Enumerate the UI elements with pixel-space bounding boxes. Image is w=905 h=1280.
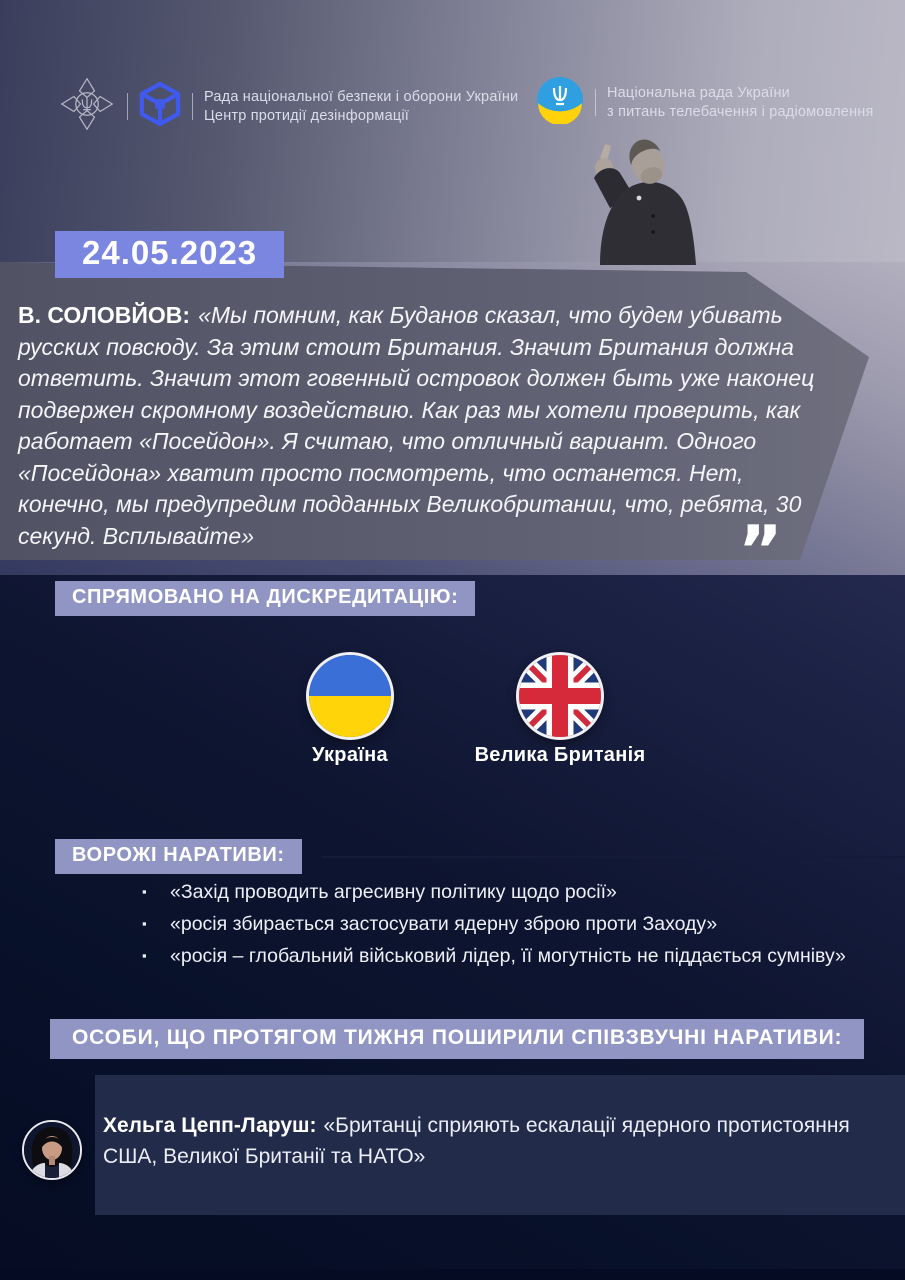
narrative-item: ▪ «Захід проводить агресивну політику щодо росії» [140,876,890,908]
footer-strip [0,1269,905,1280]
natrada-logo-icon [536,76,584,129]
date-badge: 24.05.2023 [55,231,284,278]
quote-body: «Мы помним, как Буданов сказал, что будем убивать русских повсюду. За этим стоит Британия. Значит Британия должна ответить. Значит этот говенный островок должен быть уже наконец подвержен скромному воздействию. Как раз мы хотели проверить, как работает «Посейдон». Я считаю, что отличный вариант. Одного «Посейдона» хватит просто посмотреть, что останется. Нет, конечно, мы предупредим подданных Великобритании, что, ребята, 30 секунд. Всплывайте» [18,302,815,549]
section-title-discredit: СПРЯМОВАНО НА ДИСКРЕДИТАЦІЮ: [55,581,475,616]
person-photo [22,1120,82,1180]
narrative-item: ▪ «росія – глобальний військовий лідер, її могутність не піддається сумніву» [140,940,890,972]
flag-label-ukraine: Україна [312,744,388,766]
org-right-line1: Національна рада України [607,85,790,101]
narratives-divider-line [322,856,905,858]
org-left-line1: Рада національної безпеки і оборони України [204,89,519,105]
header-divider [192,93,193,120]
uk-flag-icon [516,652,604,740]
quote-speaker: В. СОЛОВЙОВ: [18,302,191,328]
flag-label-uk: Велика Британія [474,744,646,766]
org-right-line2: з питань телебачення і радіомовлення [607,103,874,120]
section-title-narratives: ВОРОЖІ НАРАТИВИ: [55,839,302,874]
header-divider [127,93,128,120]
quote-block [18,300,818,552]
nsdc-emblem-icon [58,76,116,137]
cpd-cube-icon [139,81,181,132]
closing-quote-icon: ” [738,512,783,591]
person-name: Хельга Цепп-Ларуш: [103,1114,317,1137]
narratives-list [140,876,890,972]
ukraine-flag-icon [306,652,394,740]
org-left-line2: Центр протидії дезінформації [204,107,410,124]
person-statement [103,1110,893,1172]
header-divider [595,89,596,116]
header-right-org [536,76,874,129]
solovyov-photo [568,138,708,270]
person-quote: «Британці сприяють ескалації ядерного протистояння США, Великої Британії та НАТО» [103,1114,850,1168]
section-title-persons: ОСОБИ, ЩО ПРОТЯГОМ ТИЖНЯ ПОШИРИЛИ СПІВЗВУЧНІ НАРАТИВИ: [50,1019,864,1059]
narrative-item: ▪ «росія збирається застосувати ядерну зброю проти Заходу» [140,908,890,940]
header-left-org [58,76,518,137]
